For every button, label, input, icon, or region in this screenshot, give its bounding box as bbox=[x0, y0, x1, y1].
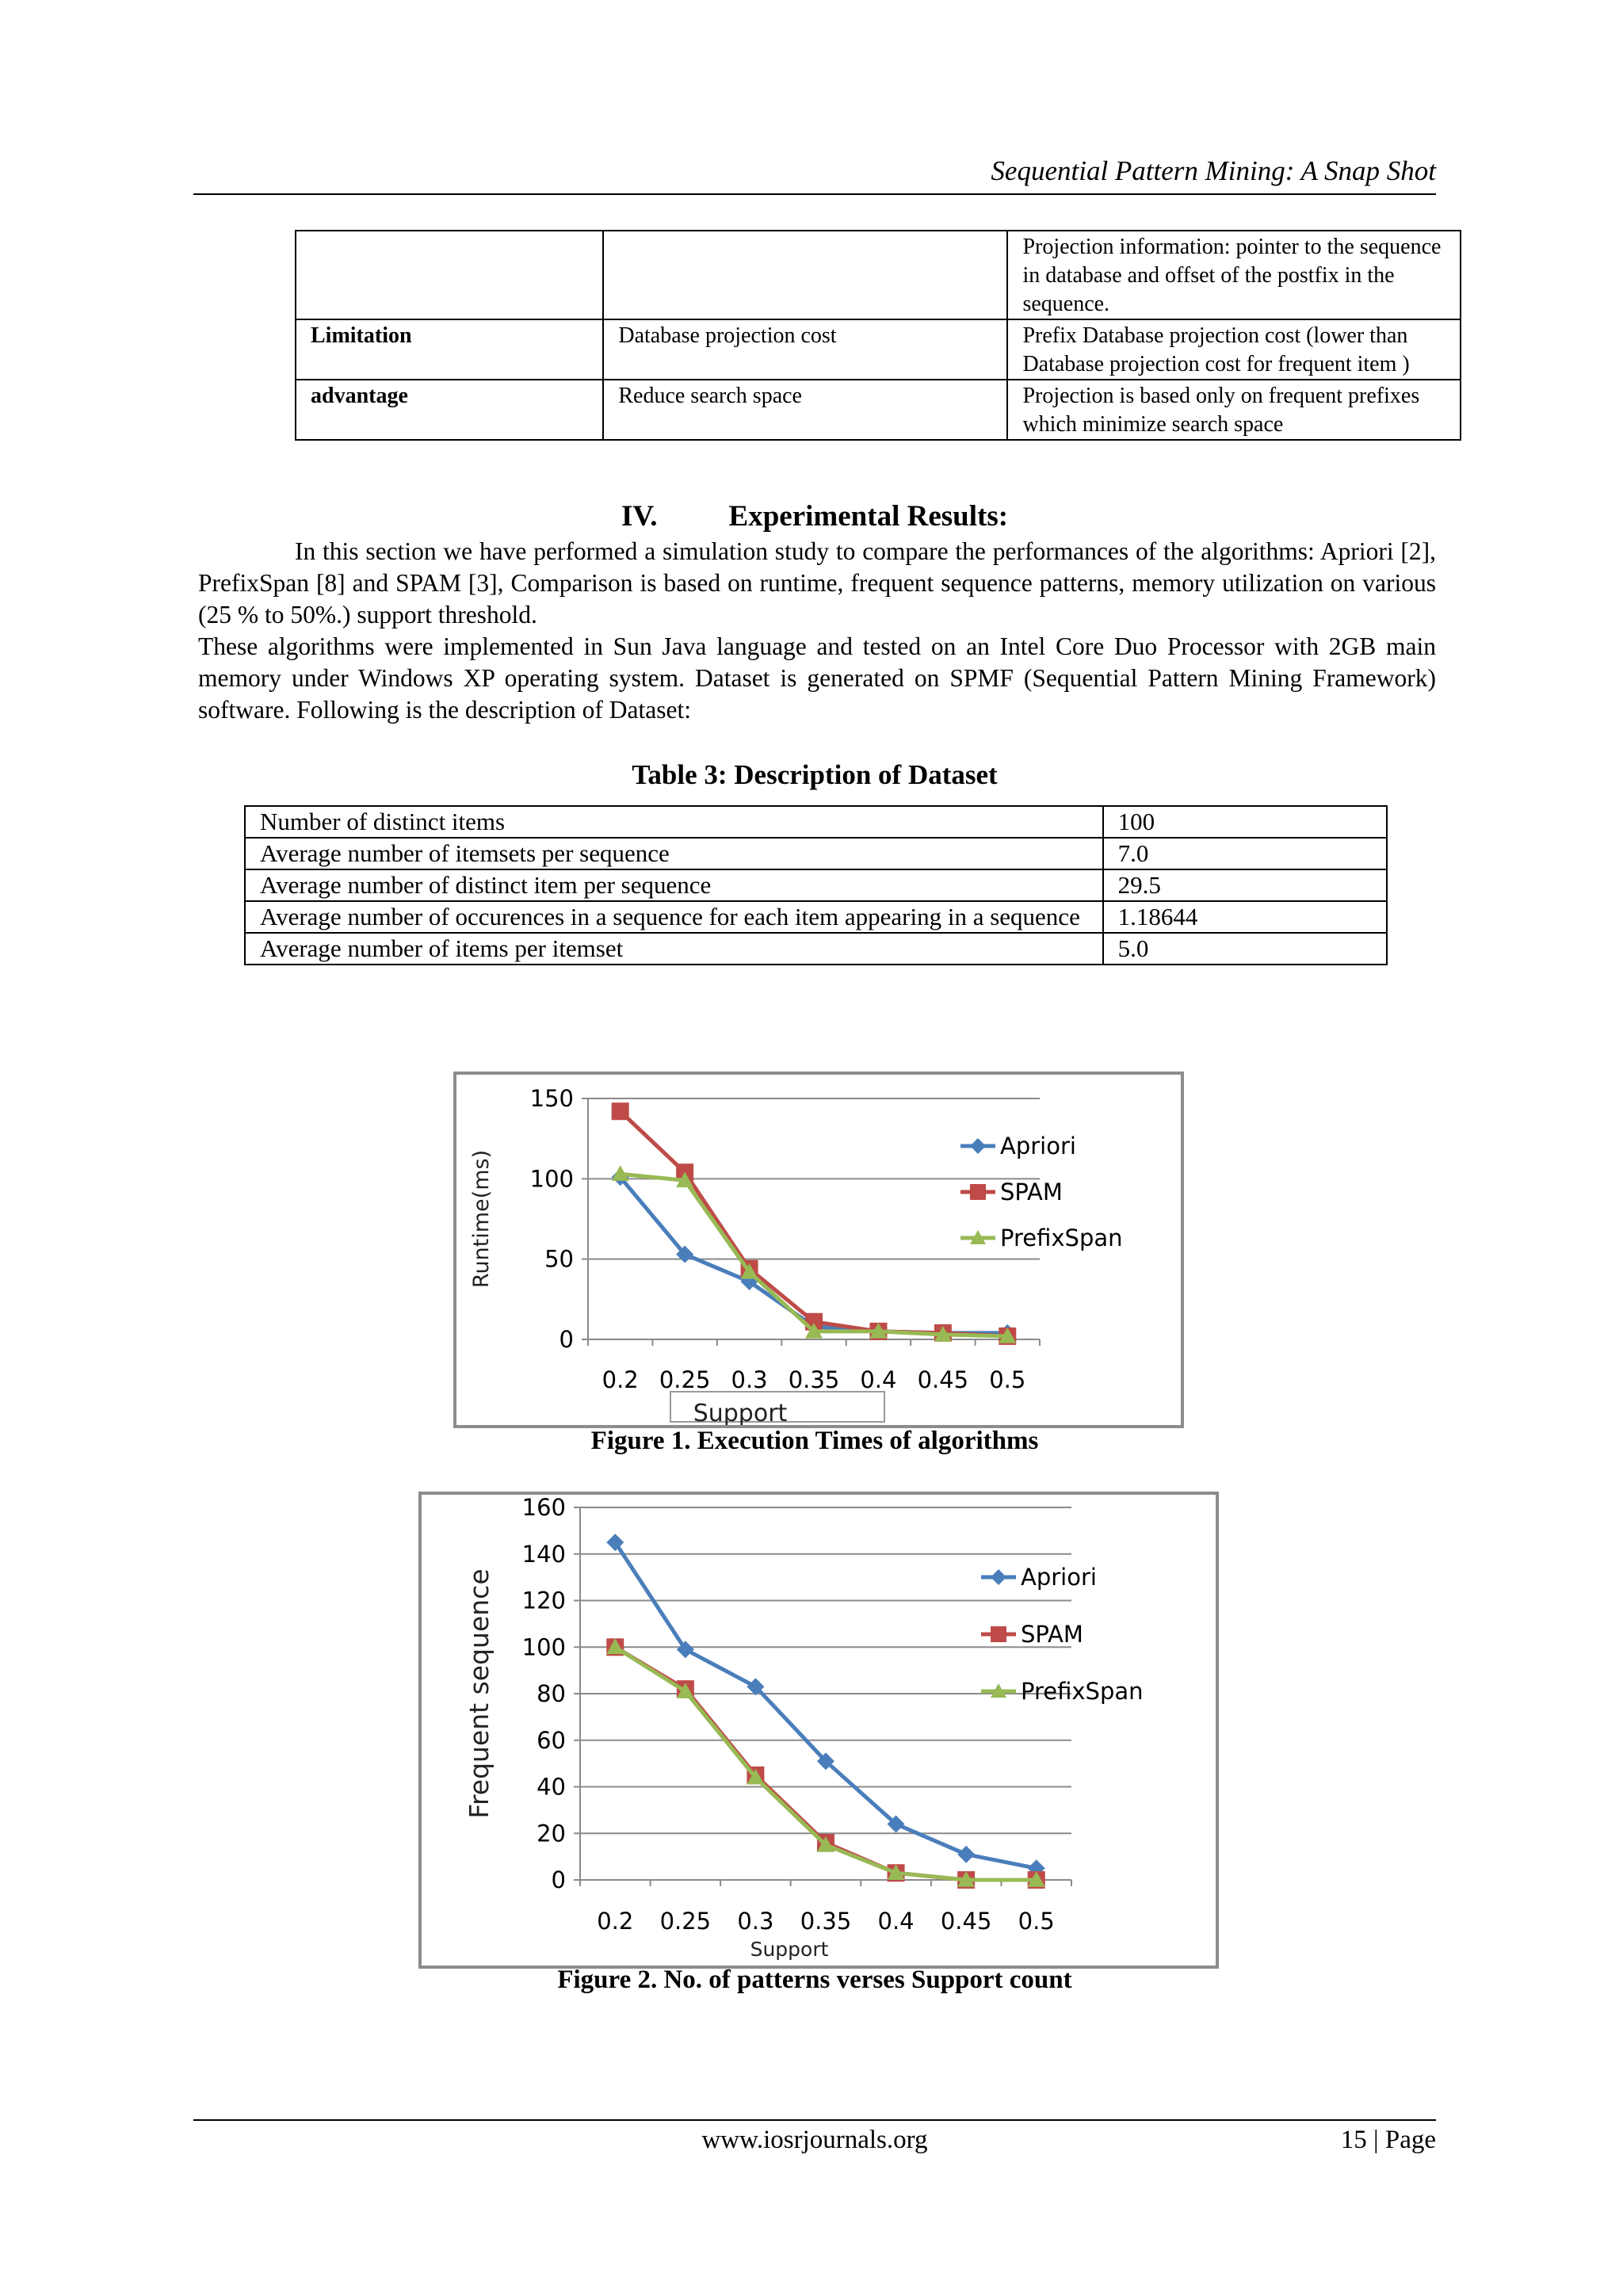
series-line-spam bbox=[621, 1111, 1008, 1336]
y-tick-label: 150 bbox=[529, 1085, 574, 1112]
x-tick-label: 0.25 bbox=[659, 1908, 712, 1935]
figure-2-caption: Figure 2. No. of patterns verses Support count bbox=[557, 1966, 1072, 1994]
x-tick-label: 0.4 bbox=[860, 1366, 897, 1393]
x-tick-label: 0.35 bbox=[800, 1908, 852, 1935]
table-cell: Projection information: pointer to the sequence in database and offset of the postfix in the sequence. bbox=[1007, 231, 1461, 319]
x-tick-label: 0.4 bbox=[877, 1908, 915, 1935]
table-row bbox=[296, 231, 1461, 319]
y-tick-label: 0 bbox=[559, 1326, 574, 1353]
legend-label: SPAM bbox=[1000, 1179, 1063, 1205]
x-tick-label: 0.2 bbox=[601, 1366, 639, 1393]
table-row bbox=[245, 933, 1387, 965]
y-tick-label: 20 bbox=[537, 1820, 566, 1847]
series-line-apriori bbox=[615, 1542, 1036, 1868]
paragraph-text: These algorithms were implemented in Sun Java language and tested on an Intel Core Duo Processor with 2GB main memory under Windows XP operating system. Dataset is generated on SPMF (Sequential Pattern Mining Framework) software. Following is the description of Dataset: bbox=[198, 632, 1436, 724]
row-value: 100 bbox=[1103, 806, 1387, 838]
table-caption: Table 3: Description of Dataset bbox=[632, 759, 998, 790]
x-tick-label: 0.45 bbox=[940, 1908, 992, 1935]
y-tick-label: 160 bbox=[521, 1495, 566, 1521]
section-number: IV. bbox=[621, 500, 658, 533]
row-value: 1.18644 bbox=[1103, 901, 1387, 933]
table-cell bbox=[603, 231, 1007, 319]
square-marker bbox=[991, 1626, 1006, 1642]
row-label: Number of distinct items bbox=[245, 806, 1103, 838]
x-tick-label: 0.45 bbox=[917, 1366, 969, 1393]
y-tick-label: 140 bbox=[521, 1540, 566, 1568]
table-row bbox=[245, 806, 1387, 838]
row-value: 5.0 bbox=[1103, 933, 1387, 965]
legend-label: PrefixSpan bbox=[1000, 1224, 1123, 1251]
square-marker bbox=[612, 1102, 629, 1120]
x-tick-label: 0.5 bbox=[1018, 1908, 1055, 1935]
x-tick-label: 0.25 bbox=[659, 1366, 711, 1393]
y-axis-title: Runtime(ms) bbox=[469, 1149, 494, 1289]
y-tick-label: 120 bbox=[521, 1587, 566, 1614]
runtime-chart-svg bbox=[456, 1075, 1181, 1425]
table-row bbox=[245, 838, 1387, 869]
header-rule bbox=[193, 193, 1436, 195]
running-header-title: Sequential Pattern Mining: A Snap Shot bbox=[991, 155, 1436, 186]
table-cell: Projection is based only on frequent prefixes which minimize search space bbox=[1007, 380, 1461, 440]
row-label: Average number of items per itemset bbox=[245, 933, 1103, 965]
body-paragraph bbox=[198, 631, 1436, 726]
row-value: 7.0 bbox=[1103, 838, 1387, 869]
square-marker bbox=[970, 1184, 986, 1200]
y-tick-label: 100 bbox=[521, 1633, 566, 1661]
y-tick-label: 0 bbox=[551, 1866, 566, 1893]
row-label: Average number of itemsets per sequence bbox=[245, 838, 1103, 869]
footer-rule bbox=[193, 2119, 1436, 2121]
row-value: 29.5 bbox=[1103, 869, 1387, 901]
section-title: Experimental Results: bbox=[728, 500, 1009, 533]
legend-label: Apriori bbox=[1021, 1564, 1097, 1591]
x-axis-title: Support bbox=[693, 1400, 788, 1425]
body-paragraph bbox=[198, 536, 1436, 631]
table-cell: Database projection cost bbox=[603, 319, 1007, 380]
paragraph-text: In this section we have performed a simulation study to compare the performances of the algorithms: Apriori [2], PrefixSpan [8] and SPAM [3], Comparison is based on runtime, frequent sequence patterns, memory utilization on various (25 % to 50%.) support threshold. bbox=[198, 537, 1436, 628]
legend-label: PrefixSpan bbox=[1021, 1678, 1144, 1705]
table-row bbox=[245, 869, 1387, 901]
patterns-chart-svg bbox=[422, 1495, 1216, 1966]
row-label: Limitation bbox=[296, 319, 603, 380]
diamond-marker bbox=[957, 1846, 975, 1863]
footer-url: www.iosrjournals.org bbox=[701, 2126, 928, 2154]
x-tick-label: 0.2 bbox=[597, 1908, 634, 1935]
row-label: advantage bbox=[296, 380, 603, 440]
patterns-chart bbox=[418, 1492, 1219, 1969]
y-tick-label: 40 bbox=[537, 1773, 566, 1801]
row-label bbox=[296, 231, 603, 319]
y-tick-label: 50 bbox=[544, 1245, 574, 1273]
comparison-table bbox=[295, 230, 1461, 441]
diamond-marker bbox=[970, 1138, 986, 1154]
row-label: Average number of distinct item per sequence bbox=[245, 869, 1103, 901]
x-tick-label: 0.3 bbox=[731, 1366, 768, 1393]
figure-1-caption: Figure 1. Execution Times of algorithms bbox=[590, 1427, 1039, 1455]
table-row bbox=[296, 319, 1461, 380]
y-tick-label: 60 bbox=[537, 1726, 566, 1754]
x-tick-label: 0.35 bbox=[788, 1366, 840, 1393]
table-cell: Prefix Database projection cost (lower than Database projection cost for frequent item ) bbox=[1007, 319, 1461, 380]
legend-label: SPAM bbox=[1021, 1621, 1083, 1648]
y-axis-title: Frequent sequence bbox=[464, 1568, 495, 1819]
table-cell: Reduce search space bbox=[603, 380, 1007, 440]
row-label: Average number of occurences in a sequence for each item appearing in a sequence bbox=[245, 901, 1103, 933]
table-row bbox=[296, 380, 1461, 440]
runtime-chart bbox=[453, 1072, 1184, 1428]
diamond-marker bbox=[991, 1569, 1006, 1585]
x-tick-label: 0.5 bbox=[989, 1366, 1026, 1393]
x-tick-label: 0.3 bbox=[737, 1908, 774, 1935]
legend-label: Apriori bbox=[1000, 1133, 1076, 1159]
table-row bbox=[245, 901, 1387, 933]
dataset-table bbox=[244, 805, 1388, 965]
y-tick-label: 80 bbox=[537, 1680, 566, 1707]
x-axis-title: Support bbox=[750, 1938, 829, 1961]
y-tick-label: 100 bbox=[529, 1165, 574, 1193]
section-heading bbox=[193, 499, 1436, 533]
page-number: 15 | Page bbox=[1340, 2126, 1436, 2154]
